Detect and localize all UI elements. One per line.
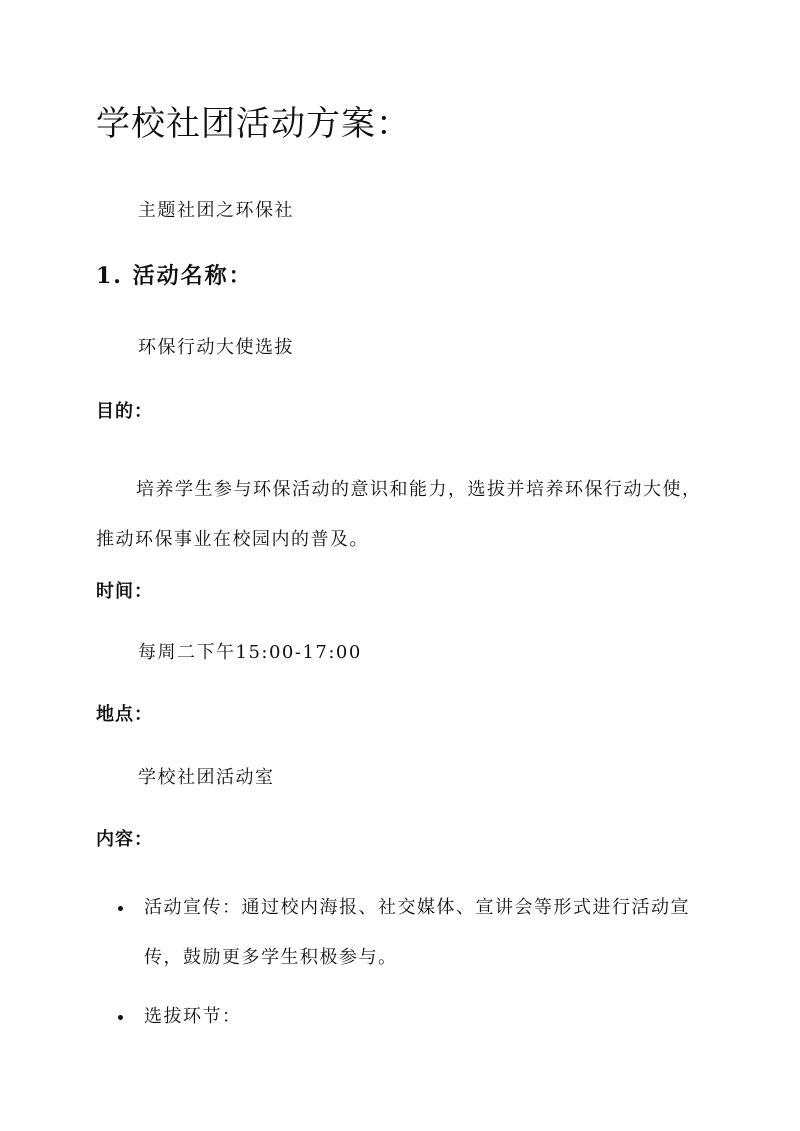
bullet-dot-icon [118,1015,123,1020]
content-heading: 内容： [96,829,153,850]
purpose-paragraph: 培养学生参与环保活动的意识和能力，选拔并培养环保行动大使，推动环保事业在校园内的普及。 [96,479,702,550]
content-list-item-text: 活动宣传：通过校内海报、社交媒体、宣讲会等形式进行活动宣传，鼓励更多学生积极参与。 [144,897,690,968]
document-title: 学校社团活动方案： [96,104,411,144]
location-text: 学校社团活动室 [138,767,275,788]
document-subtitle: 主题社团之环保社 [138,200,294,221]
content-list-item-text: 选拔环节： [144,1006,242,1027]
time-heading: 时间： [96,581,153,602]
section-heading-activity-name: 1. 活动名称： [96,263,253,289]
bullet-dot-icon [118,906,123,911]
purpose-heading: 目的： [96,401,153,422]
time-text: 每周二下午15:00-17:00 [138,642,362,663]
activity-name-text: 环保行动大使选拔 [138,337,294,358]
location-heading: 地点： [96,704,153,725]
